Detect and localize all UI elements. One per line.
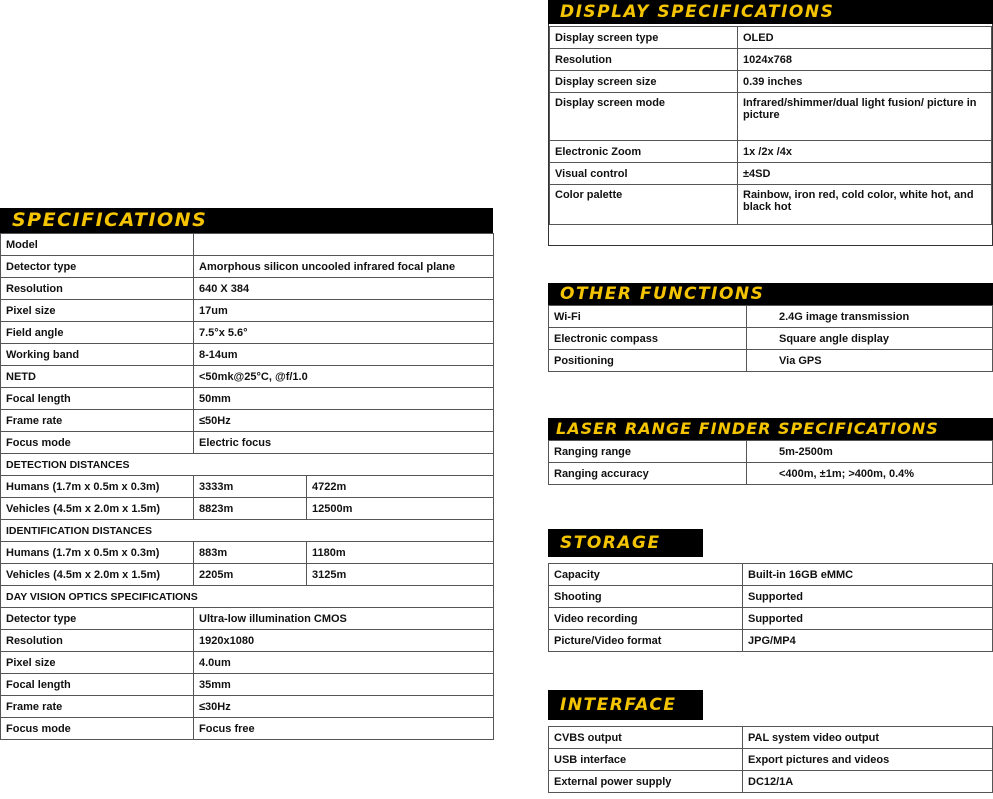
other-functions-table (548, 305, 993, 372)
display-table (549, 26, 992, 225)
row-value-2: 3125m (307, 564, 494, 586)
row-label: Focus mode (1, 432, 194, 454)
row-value: <50mk@25°C, @f/1.0 (194, 366, 494, 388)
row-value: Ultra-low illumination CMOS (194, 608, 494, 630)
row-label: External power supply (549, 771, 743, 793)
row-label: Ranging range (549, 441, 747, 463)
row-value: DC12/1A (743, 771, 993, 793)
row-label: Video recording (549, 608, 743, 630)
table-row (550, 185, 992, 225)
table-row (549, 350, 993, 372)
table-row (1, 322, 494, 344)
row-label: Shooting (549, 586, 743, 608)
display-specifications-header: DISPLAY SPECIFICATIONS (548, 0, 993, 24)
row-value: 1024x768 (738, 49, 992, 71)
other-functions-header: OTHER FUNCTIONS (548, 283, 993, 305)
row-label: Humans (1.7m x 0.5m x 0.3m) (1, 542, 194, 564)
row-value: Electric focus (194, 432, 494, 454)
row-value: Infrared/shimmer/dual light fusion/ picture in picture (738, 93, 992, 141)
table-row (549, 749, 993, 771)
row-label: Visual control (550, 163, 738, 185)
row-label: Vehicles (4.5m x 2.0m x 1.5m) (1, 498, 194, 520)
row-value (194, 234, 494, 256)
specifications-header: SPECIFICATIONS (0, 208, 493, 233)
display-specifications-panel (548, 0, 993, 246)
row-label: Color palette (550, 185, 738, 225)
row-label: Picture/Video format (549, 630, 743, 652)
row-value-1: 3333m (194, 476, 307, 498)
row-label: Resolution (1, 630, 194, 652)
row-label: Electronic compass (549, 328, 747, 350)
row-label: Field angle (1, 322, 194, 344)
row-value: ±4SD (738, 163, 992, 185)
row-label: Display screen mode (550, 93, 738, 141)
row-value: ≤30Hz (194, 696, 494, 718)
interface-panel (548, 690, 993, 793)
row-label: USB interface (549, 749, 743, 771)
specifications-table (0, 233, 494, 740)
row-label: Pixel size (1, 300, 194, 322)
row-value: ≤50Hz (194, 410, 494, 432)
table-row (549, 630, 993, 652)
row-value: 1x /2x /4x (738, 141, 992, 163)
row-label: Pixel size (1, 652, 194, 674)
row-label: Humans (1.7m x 0.5m x 0.3m) (1, 476, 194, 498)
table-row (549, 306, 993, 328)
row-label: Resolution (550, 49, 738, 71)
row-label: Wi-Fi (549, 306, 747, 328)
table-row (1, 234, 494, 256)
table-row (1, 718, 494, 740)
table-row (1, 344, 494, 366)
row-value: OLED (738, 27, 992, 49)
row-value: Via GPS (747, 350, 993, 372)
table-row (549, 771, 993, 793)
row-value: Amorphous silicon uncooled infrared focal plane (194, 256, 494, 278)
row-label: NETD (1, 366, 194, 388)
row-value-1: 883m (194, 542, 307, 564)
table-row (1, 696, 494, 718)
row-value: 1920x1080 (194, 630, 494, 652)
table-row (549, 586, 993, 608)
table-row (1, 674, 494, 696)
table-row (1, 300, 494, 322)
row-value: 640 X 384 (194, 278, 494, 300)
row-value: Built-in 16GB eMMC (743, 564, 993, 586)
row-value: Supported (743, 608, 993, 630)
row-label: Frame rate (1, 410, 194, 432)
table-row (1, 608, 494, 630)
row-value: 2.4G image transmission (747, 306, 993, 328)
row-label: Focal length (1, 388, 194, 410)
row-value: 50mm (194, 388, 494, 410)
interface-header: INTERFACE (548, 690, 703, 720)
table-row (550, 93, 992, 141)
row-value: PAL system video output (743, 727, 993, 749)
detection-distances-heading: DETECTION DISTANCES (1, 454, 494, 476)
laser-range-finder-panel (548, 418, 993, 485)
table-row (1, 388, 494, 410)
table-row (550, 71, 992, 93)
row-label: Focal length (1, 674, 194, 696)
row-value: 8-14um (194, 344, 494, 366)
row-label: Frame rate (1, 696, 194, 718)
row-value: <400m, ±1m; >400m, 0.4% (747, 463, 993, 485)
row-label: Vehicles (4.5m x 2.0m x 1.5m) (1, 564, 194, 586)
other-functions-panel (548, 283, 993, 372)
row-label: Working band (1, 344, 194, 366)
table-row (549, 608, 993, 630)
row-value: Supported (743, 586, 993, 608)
section-heading-row (1, 586, 494, 608)
table-row (550, 27, 992, 49)
row-value-2: 1180m (307, 542, 494, 564)
row-value-1: 8823m (194, 498, 307, 520)
table-row (1, 652, 494, 674)
row-label: Model (1, 234, 194, 256)
table-row (1, 476, 494, 498)
storage-table (548, 563, 993, 652)
row-value: Rainbow, iron red, cold color, white hot, and black hot (738, 185, 992, 225)
row-value: Focus free (194, 718, 494, 740)
row-label: CVBS output (549, 727, 743, 749)
identification-distances-heading: IDENTIFICATION DISTANCES (1, 520, 494, 542)
row-label: Focus mode (1, 718, 194, 740)
laser-range-finder-table (548, 440, 993, 485)
table-row (1, 432, 494, 454)
row-label: Ranging accuracy (549, 463, 747, 485)
day-vision-heading: DAY VISION OPTICS SPECIFICATIONS (1, 586, 494, 608)
row-value: 7.5°x 5.6° (194, 322, 494, 344)
row-value: Export pictures and videos (743, 749, 993, 771)
table-row (1, 498, 494, 520)
row-value: Square angle display (747, 328, 993, 350)
storage-header: STORAGE (548, 529, 703, 557)
table-row (550, 49, 992, 71)
interface-table (548, 726, 993, 793)
table-row (549, 328, 993, 350)
table-row (1, 278, 494, 300)
row-value: 5m-2500m (747, 441, 993, 463)
storage-panel (548, 529, 993, 652)
row-value-1: 2205m (194, 564, 307, 586)
row-label: Electronic Zoom (550, 141, 738, 163)
row-label: Detector type (1, 256, 194, 278)
row-label: Display screen size (550, 71, 738, 93)
table-row (1, 564, 494, 586)
laser-range-finder-header: LASER RANGE FINDER SPECIFICATIONS (548, 418, 993, 440)
row-label: Detector type (1, 608, 194, 630)
section-heading-row (1, 454, 494, 476)
table-row (1, 366, 494, 388)
row-value: 35mm (194, 674, 494, 696)
table-row (1, 256, 494, 278)
row-label: Positioning (549, 350, 747, 372)
table-row (1, 410, 494, 432)
row-label: Capacity (549, 564, 743, 586)
table-row (550, 141, 992, 163)
table-row (549, 564, 993, 586)
table-row (1, 542, 494, 564)
row-value: 4.0um (194, 652, 494, 674)
specifications-panel (0, 208, 493, 740)
section-heading-row (1, 520, 494, 542)
table-row (549, 441, 993, 463)
table-row (549, 463, 993, 485)
table-row (1, 630, 494, 652)
row-value: 0.39 inches (738, 71, 992, 93)
row-value: JPG/MP4 (743, 630, 993, 652)
table-row (550, 163, 992, 185)
row-value: 17um (194, 300, 494, 322)
row-value-2: 4722m (307, 476, 494, 498)
row-label: Display screen type (550, 27, 738, 49)
table-row (549, 727, 993, 749)
row-label: Resolution (1, 278, 194, 300)
row-value-2: 12500m (307, 498, 494, 520)
